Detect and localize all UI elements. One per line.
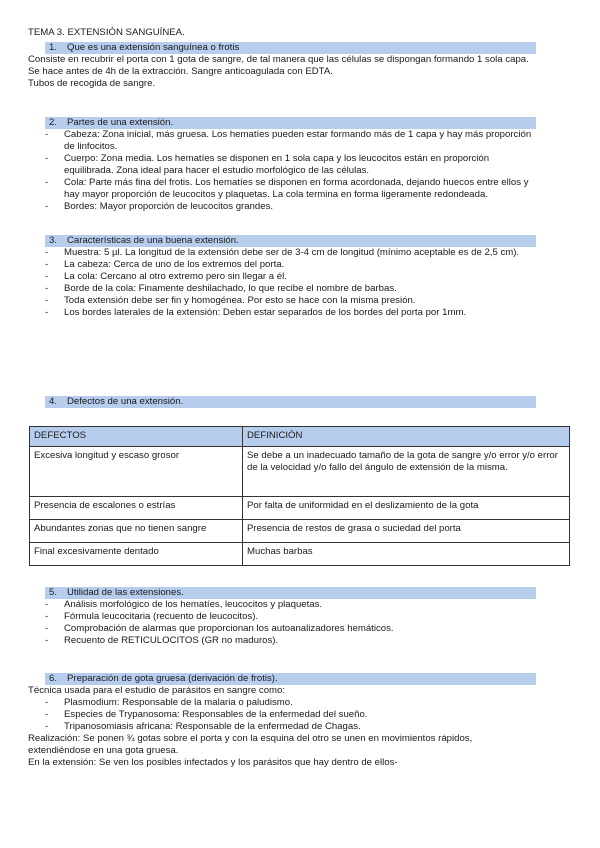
section-2-list <box>28 129 536 213</box>
bullet-dash: - <box>45 709 49 720</box>
bullet-dash: - <box>45 635 49 646</box>
bullet-dash: - <box>45 721 49 732</box>
table-header-row <box>30 427 570 447</box>
list-item-text: La cabeza: Cerca de uno de los extremos del porta. <box>64 259 285 270</box>
list-item <box>28 721 536 733</box>
section-2-number: 2. <box>49 117 58 128</box>
table-cell-defect: Final excesivamente dentado <box>30 543 243 566</box>
bullet-dash: - <box>45 247 49 258</box>
bullet-dash: - <box>45 153 49 164</box>
list-item-text: Recuento de RETICULOCITOS (GR no maduros). <box>64 635 279 646</box>
bullet-dash: - <box>45 623 49 634</box>
list-item-text: Cabeza: Zona inicial, más gruesa. Los hematíes pueden estar formando más de 1 capa y hay más proporción de linfocitos. <box>64 129 532 152</box>
bullet-dash: - <box>45 259 49 270</box>
section-5-heading <box>45 587 536 599</box>
list-item <box>28 201 536 213</box>
section-3-number: 3. <box>49 235 58 246</box>
section-4-title: Defectos de una extensión. <box>67 396 184 407</box>
list-item-text: Comprobación de alarmas que proporcionan los autoanalizadores hemáticos. <box>64 623 394 634</box>
table-cell-defect: Presencia de escalones o estrías <box>30 497 243 520</box>
list-item <box>28 271 536 283</box>
bullet-dash: - <box>45 611 49 622</box>
bullet-dash: - <box>45 295 49 306</box>
list-item <box>28 295 536 307</box>
table-row <box>30 497 570 520</box>
list-item-text: Fórmula leucocitaria (recuento de leucocitos). <box>64 611 259 622</box>
section-1-note: Tubos de recogida de sangre. <box>28 78 156 89</box>
section-6-number: 6. <box>49 673 58 684</box>
list-item <box>28 697 536 709</box>
table-cell-defect: Abundantes zonas que no tienen sangre <box>30 520 243 543</box>
table-cell-definition: Presencia de restos de grasa o suciedad del porta <box>243 520 570 543</box>
list-item <box>28 129 536 153</box>
section-6-list <box>28 697 536 733</box>
section-3-heading <box>45 235 536 247</box>
list-item <box>28 247 536 259</box>
section-6-heading <box>45 673 536 685</box>
list-item <box>28 599 536 611</box>
section-1 <box>28 42 536 90</box>
bullet-dash: - <box>45 271 49 282</box>
bullet-dash: - <box>45 129 49 140</box>
list-item-text: Plasmodium: Responsable de la malaria o paludismo. <box>64 697 293 708</box>
section-5 <box>28 587 536 647</box>
section-1-number: 1. <box>49 42 58 53</box>
list-item-text: Los bordes laterales de la extensión: Deben estar separados de los bordes del porta por 1mm. <box>64 307 467 318</box>
defects-table <box>29 426 570 566</box>
section-4-number: 4. <box>49 396 58 407</box>
list-item-text: Cola: Parte más fina del frotis. Los hematíes se disponen en forma acordonada, dejando huecos entre ellos y hay mayor proporción de leucocitos y plaquetas. La cola termina en forma ligeramente redondeada. <box>64 177 529 200</box>
section-3-list <box>28 247 536 319</box>
section-5-list <box>28 599 536 647</box>
header-defectos: DEFECTOS <box>30 427 243 447</box>
list-item-text: Análisis morfológico de los hematíes, leucocitos y plaquetas. <box>64 599 323 610</box>
bullet-dash: - <box>45 307 49 318</box>
section-2-heading <box>45 117 536 129</box>
bullet-dash: - <box>45 697 49 708</box>
bullet-dash: - <box>45 177 49 188</box>
list-item-text: Toda extensión debe ser fin y homogénea. Por esto se hace con la misma presión. <box>64 295 416 306</box>
table-cell-definition: Muchas barbas <box>243 543 570 566</box>
list-item <box>28 259 536 271</box>
list-item <box>28 307 536 319</box>
list-item-text: Tripanosomiasis africana: Responsable de la enfermedad de Chagas. <box>64 721 361 732</box>
bullet-dash: - <box>45 283 49 294</box>
section-6 <box>28 673 536 769</box>
list-item <box>28 709 536 721</box>
table-row <box>30 543 570 566</box>
list-item <box>28 177 536 201</box>
section-1-paragraph: Consiste en recubrir el porta con 1 gota de sangre, de tal manera que las células se dispongan formando 1 sola capa. Se hace antes de 4h de la extracción. Sangre anticoagulada con EDTA. <box>28 54 529 77</box>
table-cell-definition: Se debe a un inadecuado tamaño de la gota de sangre y/o error y/o error de la velocidad y/o fallo del ángulo de extensión de la misma. <box>243 447 570 497</box>
section-3 <box>28 235 536 319</box>
list-item-text: Especies de Trypanosoma: Responsables de la enfermedad del sueño. <box>64 709 368 720</box>
table-row <box>30 520 570 543</box>
section-5-number: 5. <box>49 587 58 598</box>
section-3-title: Características de una buena extensión. <box>67 235 239 246</box>
list-item <box>28 635 536 647</box>
list-item-text: Muestra: 5 µl. La longitud de la extensión debe ser de 3-4 cm de longitud (mínimo aceptable es de 2,5 cm). <box>64 247 520 258</box>
section-4-heading <box>45 396 536 408</box>
table-cell-defect: Excesiva longitud y escaso grosor <box>30 447 243 497</box>
section-6-realizacion: Realización: Se ponen ¾ gotas sobre el porta y con la esquina del otro se unen en movimientos rápidos, extendiéndose en una gota gruesa. <box>28 733 473 756</box>
header-definicion: DEFINICIÓN <box>243 427 570 447</box>
list-item-text: Bordes: Mayor proporción de leucocitos grandes. <box>64 201 274 212</box>
list-item <box>28 611 536 623</box>
section-6-title: Preparación de gota gruesa (derivación de frotis). <box>67 673 278 684</box>
section-2 <box>28 117 536 213</box>
section-2-title: Partes de una extensión. <box>67 117 174 128</box>
list-item-text: La cola: Cercano al otro extremo pero sin llegar a él. <box>64 271 287 282</box>
bullet-dash: - <box>45 201 49 212</box>
section-6-intro: Técnica usada para el estudio de parásitos en sangre como: <box>28 685 286 696</box>
list-item <box>28 283 536 295</box>
bullet-dash: - <box>45 599 49 610</box>
document-title: TEMA 3. EXTENSIÓN SANGUÍNEA. <box>28 27 185 38</box>
section-1-title: Que es una extensión sanguínea o frotis <box>67 42 240 53</box>
section-4 <box>28 396 536 408</box>
table-cell-definition: Por falta de uniformidad en el deslizamiento de la gota <box>243 497 570 520</box>
table-row <box>30 447 570 497</box>
list-item-text: Borde de la cola: Finamente deshilachado, lo que recibe el nombre de barbas. <box>64 283 397 294</box>
section-1-heading <box>45 42 536 54</box>
section-6-extension: En la extensión: Se ven los posibles infectados y los parásitos que hay dentro de ellos- <box>28 757 398 768</box>
list-item-text: Cuerpo: Zona media. Los hematíes se disponen en 1 sola capa y los leucocitos están en proporción equilibrada. Zona ideal para hacer el estudio morfológico de las células. <box>64 153 490 176</box>
section-5-title: Utilidad de las extensiones. <box>67 587 184 598</box>
list-item <box>28 153 536 177</box>
list-item <box>28 623 536 635</box>
